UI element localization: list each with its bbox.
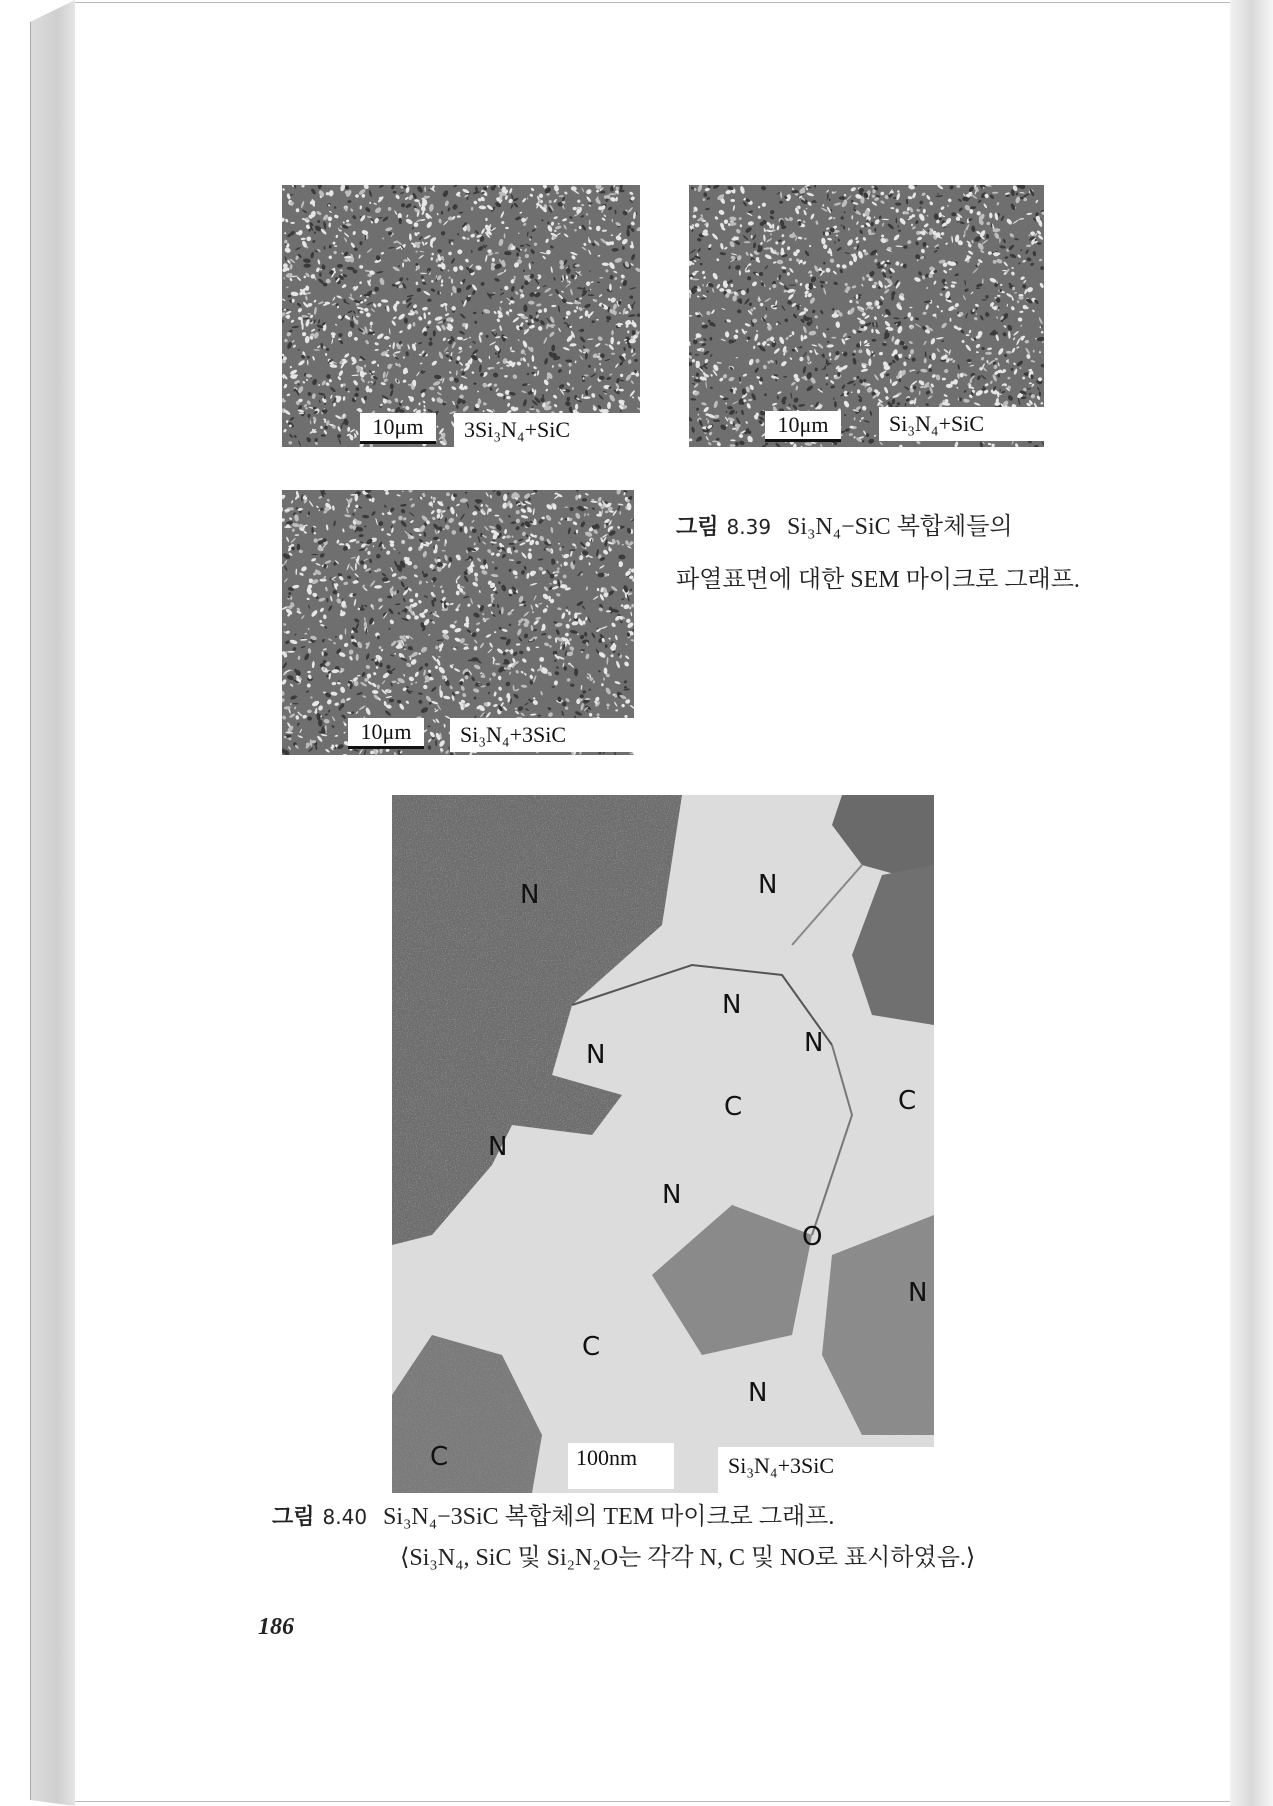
book-right-edge [1230,0,1273,1806]
caption-text-1: Si₃N₄−3SiC 복합체의 TEM 마이크로 그래프. [383,1504,835,1530]
scale-bar-label: 10μm [360,413,436,444]
phase-label: C [582,1332,601,1362]
scale-bar-label: 10μm [348,718,424,749]
figure-number: 8.40 [322,1505,368,1529]
phase-label: N [748,1378,768,1408]
scale-bar-label: 10μm [765,411,841,442]
tem-grain-drawing [392,795,934,1493]
phase-label: N [908,1278,928,1308]
phase-label: N [520,880,540,910]
phase-label: C [898,1086,917,1116]
caption-text-1: Si₃N₄−SiC 복합체들의 [787,514,1013,540]
figure-number: 8.39 [726,515,772,539]
phase-label: O [802,1222,823,1252]
sem-micrograph-1 [282,185,640,447]
sem-micrograph-2 [689,185,1044,447]
phase-label: N [488,1132,508,1162]
caption-line-1 [676,510,1096,545]
phase-label: N [722,990,742,1020]
sem-texture [282,185,640,447]
phase-label: N [758,870,778,900]
sample-label: Si₃N₄+3SiC [450,718,634,752]
caption-text-2: 파열표면에 대한 SEM 마이크로 그래프. [676,567,1080,593]
figure-8-40-caption [272,1500,1172,1575]
figure-word: 그림 [272,1505,315,1530]
figure-word: 그림 [676,515,719,540]
tem-micrograph [392,795,934,1493]
figure-8-39-caption [676,510,1096,597]
phase-label: C [724,1092,743,1122]
sample-label: Si₃N₄+SiC [879,407,1044,441]
caption-text-2: ⟨Si₃N₄, SiC 및 Si₂N₂O는 각각 N, C 및 NO로 표시하였음.⟩ [400,1545,976,1571]
phase-label: N [662,1180,682,1210]
book-left-edge [30,0,75,1806]
sample-label: 3Si₃N₄+SiC [454,413,640,447]
caption-line-1 [272,1500,1172,1535]
phase-label: C [430,1442,449,1472]
sem-texture [282,490,634,755]
page-number: 186 [258,1614,294,1640]
sample-label: Si₃N₄+3SiC [718,1447,934,1493]
sem-micrograph-3 [282,490,634,755]
phase-label: N [586,1040,606,1070]
phase-label: N [804,1028,824,1058]
scale-bar-label: 100nm [568,1443,674,1489]
